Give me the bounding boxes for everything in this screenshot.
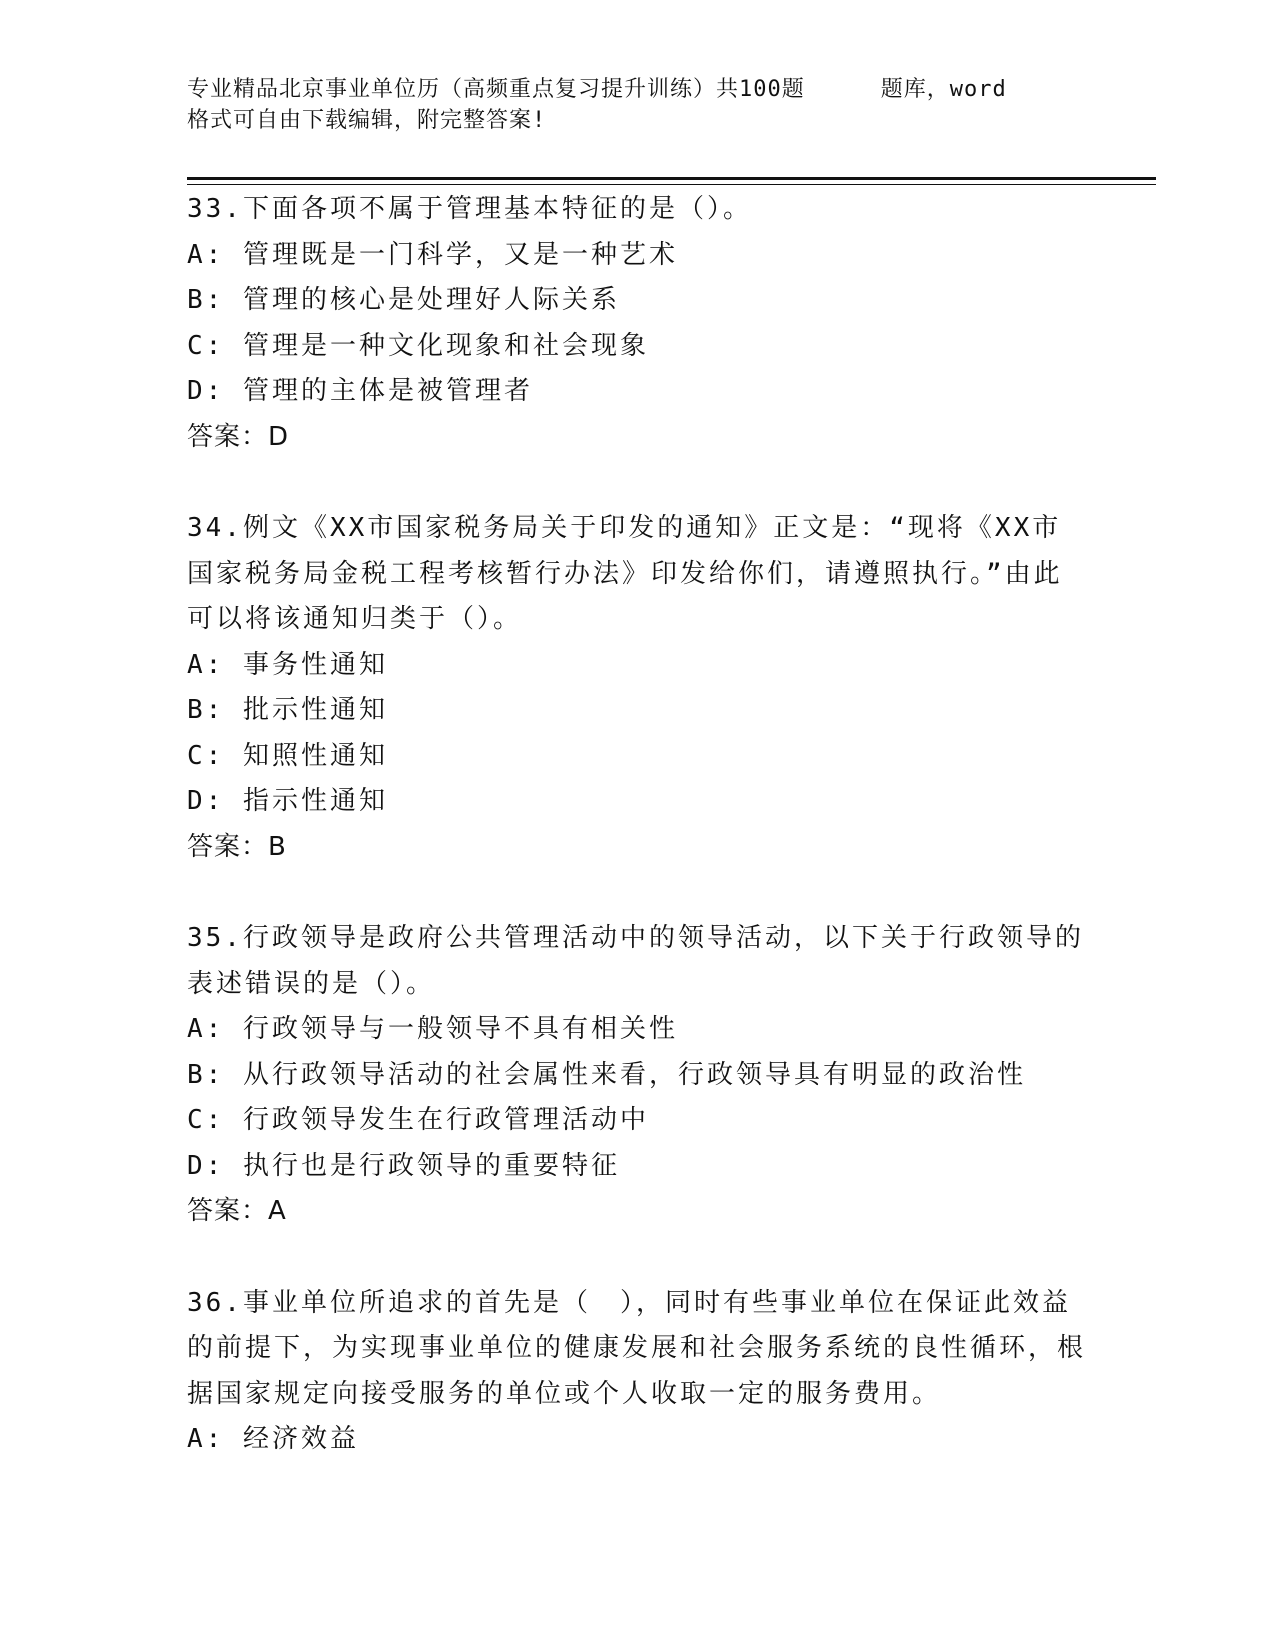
- header-divider-thin: [187, 184, 1156, 185]
- option-b: B: 管理的核心是处理好人际关系: [187, 285, 620, 315]
- option-b: B: 从行政领导活动的社会属性来看，行政领导具有明显的政治性: [187, 1059, 1026, 1090]
- header-line-2: 格式可自由下载编辑，附完整答案!: [187, 108, 547, 133]
- answer-label: 答案：A: [187, 1196, 287, 1226]
- page-header: [187, 74, 1077, 136]
- question-34: [187, 506, 1087, 870]
- option-a: A: 事务性通知: [187, 649, 388, 680]
- option-a: A: 行政领导与一般领导不具有相关性: [187, 1014, 678, 1044]
- question-36: [187, 1281, 1087, 1463]
- option-a: A: 经济效益: [187, 1424, 359, 1454]
- question-list: [187, 187, 1087, 1509]
- question-text: 33.下面各项不属于管理基本特征的是（）。: [187, 194, 752, 224]
- question-33: [187, 187, 1087, 460]
- question-text: 36.事业单位所追求的首先是（ ），同时有些事业单位在保证此效益的前提下，为实现事业单位的健康发展和社会服务系统的良性循环，根据国家规定向接受服务的单位或个人收取一定的服务费用。: [187, 1287, 1087, 1409]
- header-divider-thick: [187, 177, 1156, 180]
- option-c: C: 知照性通知: [187, 740, 388, 771]
- answer-label: 答案：B: [187, 831, 287, 862]
- option-d: D: 指示性通知: [187, 786, 388, 816]
- header-line-1: [187, 74, 1077, 105]
- header-title-suffix: 题库，word: [880, 77, 1007, 102]
- option-c: C: 行政领导发生在行政管理活动中: [187, 1105, 649, 1135]
- option-d: D: 管理的主体是被管理者: [187, 376, 533, 406]
- option-a: A: 管理既是一门科学，又是一种艺术: [187, 239, 678, 270]
- option-b: B: 批示性通知: [187, 695, 388, 725]
- question-35: [187, 916, 1087, 1235]
- answer-label: 答案：D: [187, 421, 290, 452]
- question-text: 34.例文《XX市国家税务局关于印发的通知》正文是：“现将《XX市国家税务局金税工程考核暂行办法》印发给你们，请遵照执行。”由此可以将该通知归类于（）。: [187, 513, 1063, 634]
- header-title: 专业精品北京事业单位历（高频重点复习提升训练）共100题: [187, 77, 805, 102]
- option-c: C: 管理是一种文化现象和社会现象: [187, 330, 649, 361]
- question-text: 35.行政领导是政府公共管理活动中的领导活动，以下关于行政领导的表述错误的是（）。: [187, 923, 1084, 999]
- option-d: D: 执行也是行政领导的重要特征: [187, 1150, 620, 1181]
